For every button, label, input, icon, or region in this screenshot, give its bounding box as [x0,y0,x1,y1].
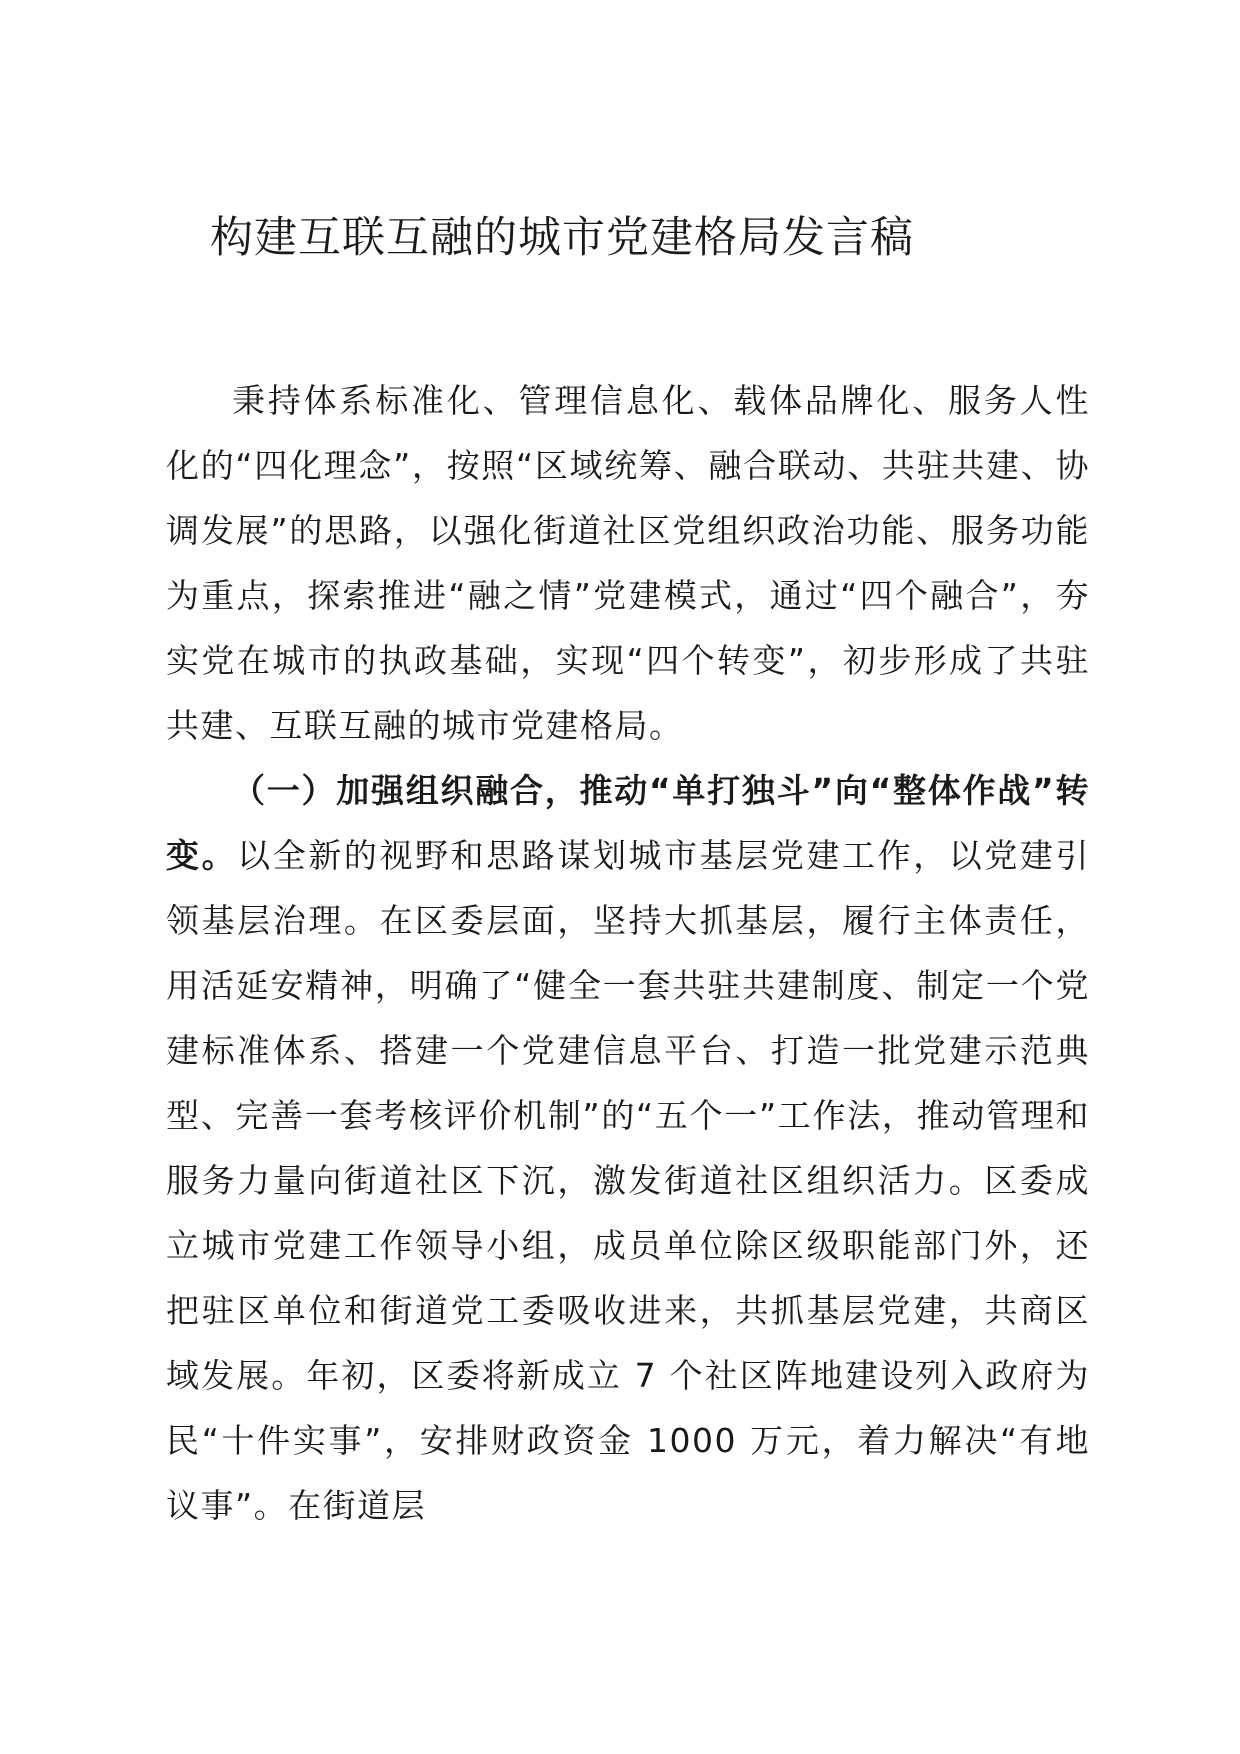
section-1-heading: （一）加强组织融合，推动“单打独斗”向“整体作战”转变。 [166,771,1090,875]
section-1-paragraph [166,758,1090,1538]
intro-paragraph: 秉持体系标准化、管理信息化、载体品牌化、服务人性化的“四化理念”，按照“区域统筹、融合联动、共驻共建、协调发展”的思路，以强化街道社区党组织政治功能、服务功能为重点，探索推进“融之情”党建模式，通过“四个融合”，夯实党在城市的执政基础，实现“四个转变”，初步形成了共驻共建、互联互融的城市党建格局。 [166,381,1090,745]
document-title: 构建互联互融的城市党建格局发言稿 [210,213,914,263]
section-1-body: 以全新的视野和思路谋划城市基层党建工作，以党建引领基层治理。在区委层面，坚持大抓基层，履行主体责任，用活延安精神，明确了“健全一套共驻共建制度、制定一个党建标准体系、搭建一个党建信息平台、打造一批党建示范典型、完善一套考核评价机制”的“五个一”工作法，推动管理和服务力量向街道社区下沉，激发街道社区组织活力。区委成立城市党建工作领导小组，成员单位除区级职能部门外，还把驻区单位和街道党工委吸收进来，共抓基层党建，共商区域发展。年初，区委将新成立 7 个社区阵地建设列入政府为民“十件实事”，安排财政资金 1000 万元，着力解决“有地议事”。在街道层 [166,836,1091,1525]
document-body [166,368,1090,1538]
